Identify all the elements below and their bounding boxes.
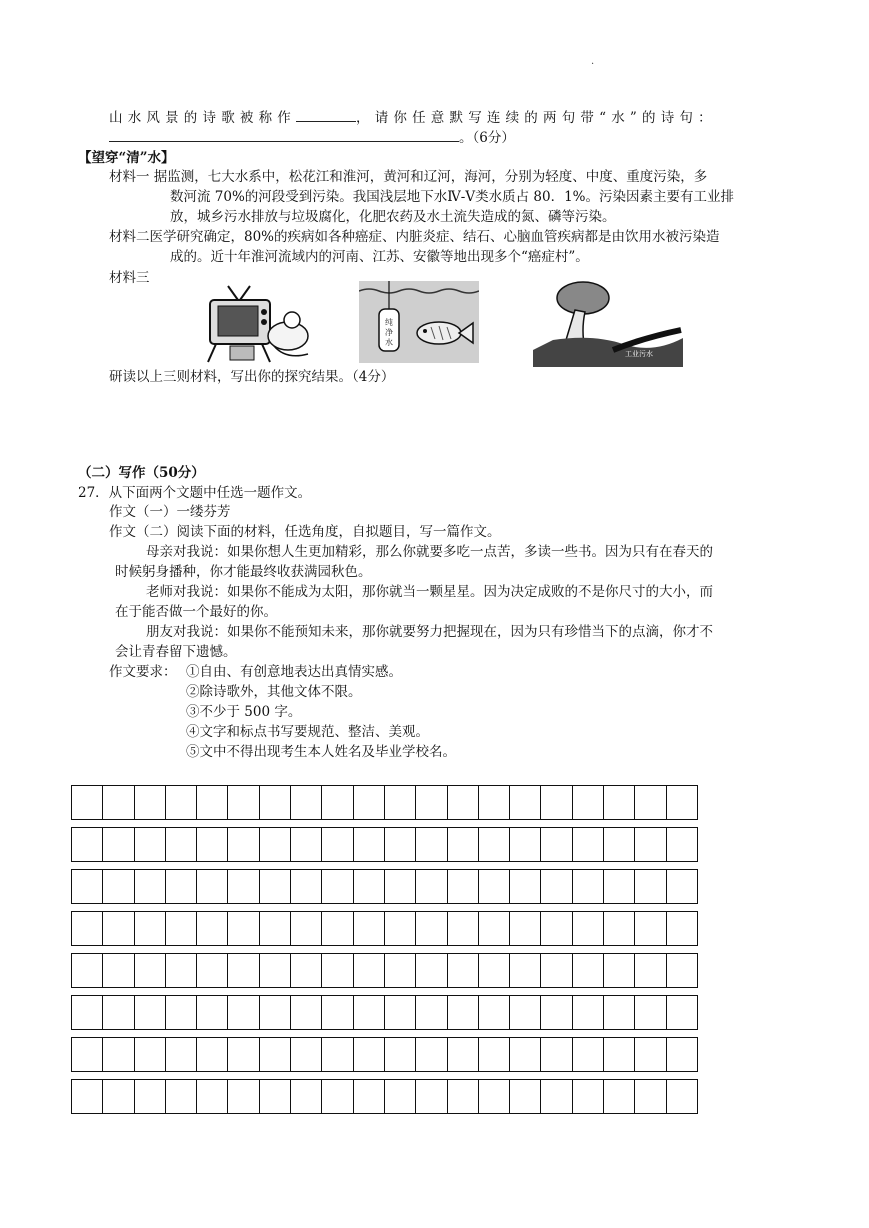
grid-cell[interactable]	[541, 1038, 572, 1071]
grid-cell[interactable]	[667, 996, 697, 1029]
grid-cell[interactable]	[260, 996, 291, 1029]
grid-cell[interactable]	[228, 786, 259, 819]
grid-cell[interactable]	[166, 996, 197, 1029]
grid-cell[interactable]	[541, 912, 572, 945]
grid-cell[interactable]	[510, 1080, 541, 1113]
grid-cell[interactable]	[448, 828, 479, 861]
grid-cell[interactable]	[291, 1038, 322, 1071]
grid-cell[interactable]	[197, 828, 228, 861]
grid-cell[interactable]	[510, 912, 541, 945]
section-water-question: 研读以上三则材料，写出你的探究结果。（4分）	[109, 369, 395, 385]
grid-cell[interactable]	[135, 912, 166, 945]
teacher-quote-line2: 在于能否做一个最好的你。	[115, 604, 277, 620]
grid-cell[interactable]	[103, 786, 134, 819]
grid-cell[interactable]	[604, 954, 635, 987]
grid-cell[interactable]	[228, 912, 259, 945]
grid-cell[interactable]	[573, 996, 604, 1029]
grid-cell[interactable]	[635, 828, 666, 861]
poem-question-prefix: 山水风景的诗歌被称作	[109, 110, 296, 126]
grid-cell[interactable]	[573, 912, 604, 945]
grid-row[interactable]	[71, 827, 698, 862]
poem-question-score: 。（6分）	[459, 130, 515, 146]
grid-cell[interactable]	[135, 870, 166, 903]
grid-cell[interactable]	[103, 912, 134, 945]
grid-cell[interactable]	[541, 954, 572, 987]
grid-cell[interactable]	[448, 1038, 479, 1071]
grid-cell[interactable]	[197, 786, 228, 819]
grid-cell[interactable]	[291, 828, 322, 861]
bottle-label-3: 水	[385, 338, 393, 347]
grid-cell[interactable]	[260, 912, 291, 945]
grid-cell[interactable]	[448, 786, 479, 819]
grid-cell[interactable]	[541, 996, 572, 1029]
grid-cell[interactable]	[197, 954, 228, 987]
grid-cell[interactable]	[135, 828, 166, 861]
grid-cell[interactable]	[667, 786, 697, 819]
grid-cell[interactable]	[667, 828, 697, 861]
grid-cell[interactable]	[667, 870, 697, 903]
grid-cell[interactable]	[479, 954, 510, 987]
grid-cell[interactable]	[448, 870, 479, 903]
grid-cell[interactable]	[103, 1080, 134, 1113]
grid-cell[interactable]	[510, 954, 541, 987]
grid-cell[interactable]	[260, 786, 291, 819]
grid-cell[interactable]	[103, 996, 134, 1029]
grid-cell[interactable]	[197, 1038, 228, 1071]
grid-cell[interactable]	[166, 954, 197, 987]
grid-cell[interactable]	[72, 1080, 103, 1113]
requirement-5: ⑤文中不得出现考生本人姓名及毕业学校名。	[186, 744, 456, 760]
grid-cell[interactable]	[604, 786, 635, 819]
poem-question-line1	[109, 106, 717, 126]
grid-cell[interactable]	[166, 828, 197, 861]
grid-cell[interactable]	[448, 996, 479, 1029]
grid-cell[interactable]	[322, 1080, 353, 1113]
section-water-heading: 【望穿“清”水】	[78, 150, 175, 166]
material2-line1: 材料二医学研究确定，80%的疾病如各种癌症、内脏炎症、结石、心脑血管疾病都是由饮用水被污染造	[109, 229, 720, 245]
material1-line1: 材料一 据监测，七大水系中，松花江和淮河，黄河和辽河，海河，分别为轻度、中度、重度污染，多	[109, 169, 708, 185]
section-writing-heading: （二）写作（50分）	[78, 465, 205, 481]
grid-cell[interactable]	[416, 954, 447, 987]
grid-cell[interactable]	[166, 1080, 197, 1113]
grid-cell[interactable]	[573, 828, 604, 861]
mother-quote-line2: 时候躬身播种，你才能最终收获满园秋色。	[115, 564, 372, 580]
grid-cell[interactable]	[103, 870, 134, 903]
grid-cell[interactable]	[166, 870, 197, 903]
poem-question-suffix: ，请你任意默写连续的两句带“水”的诗句：	[356, 110, 717, 126]
grid-cell[interactable]	[291, 912, 322, 945]
material1-line2: 数河流 70%的河段受到污染。我国浅层地下水Ⅳ-Ⅴ类水质占 80．1%。污染因素主要有工业排	[170, 189, 734, 205]
grid-cell[interactable]	[635, 912, 666, 945]
grid-cell[interactable]	[635, 1080, 666, 1113]
requirement-2: ②除诗歌外，其他文体不限。	[186, 684, 362, 700]
grid-cell[interactable]	[197, 996, 228, 1029]
material2-line2: 成的。近十年淮河流域内的河南、江苏、安徽等地出现多个“癌症村”。	[170, 249, 589, 265]
grid-cell[interactable]	[72, 1038, 103, 1071]
grid-cell[interactable]	[541, 828, 572, 861]
header-mark: .	[591, 56, 595, 67]
grid-cell[interactable]	[510, 996, 541, 1029]
grid-row[interactable]	[71, 785, 698, 820]
grid-cell[interactable]	[667, 954, 697, 987]
grid-cell[interactable]	[385, 996, 416, 1029]
tv-cartoon-image	[200, 284, 322, 364]
grid-cell[interactable]	[228, 1038, 259, 1071]
grid-cell[interactable]	[72, 912, 103, 945]
grid-cell[interactable]	[322, 1038, 353, 1071]
grid-cell[interactable]	[354, 954, 385, 987]
grid-cell[interactable]	[103, 828, 134, 861]
grid-cell[interactable]	[354, 828, 385, 861]
requirements-label: 作文要求：	[109, 664, 177, 680]
grid-cell[interactable]	[635, 954, 666, 987]
grid-cell[interactable]	[72, 786, 103, 819]
grid-cell[interactable]	[385, 1038, 416, 1071]
grid-cell[interactable]	[322, 954, 353, 987]
requirement-4: ④文字和标点书写要规范、整洁、美观。	[186, 724, 429, 740]
grid-cell[interactable]	[385, 954, 416, 987]
grid-cell[interactable]	[228, 828, 259, 861]
grid-cell[interactable]	[479, 870, 510, 903]
grid-cell[interactable]	[604, 996, 635, 1029]
grid-cell[interactable]	[635, 1038, 666, 1071]
essay-option-1: 作文（一）一缕芬芳	[109, 504, 231, 520]
grid-cell[interactable]	[260, 954, 291, 987]
bottle-label: 纯	[385, 318, 393, 327]
grid-cell[interactable]	[448, 912, 479, 945]
question-27: 27．从下面两个文题中任选一题作文。	[78, 485, 312, 501]
essay-option-2: 作文（二）阅读下面的材料，任选角度，自拟题目，写一篇作文。	[109, 524, 501, 540]
grid-cell[interactable]	[354, 786, 385, 819]
grid-cell[interactable]	[354, 1038, 385, 1071]
grid-cell[interactable]	[291, 1080, 322, 1113]
grid-cell[interactable]	[604, 1038, 635, 1071]
grid-cell[interactable]	[541, 870, 572, 903]
grid-cell[interactable]	[635, 996, 666, 1029]
poem-question-line2	[109, 126, 515, 146]
pollution-label: 工业污水	[625, 350, 653, 358]
grid-cell[interactable]	[322, 828, 353, 861]
grid-cell[interactable]	[166, 912, 197, 945]
grid-cell[interactable]	[416, 912, 447, 945]
grid-cell[interactable]	[260, 1080, 291, 1113]
grid-row[interactable]	[71, 869, 698, 904]
grid-cell[interactable]	[573, 1038, 604, 1071]
grid-cell[interactable]	[416, 1038, 447, 1071]
grid-cell[interactable]	[260, 828, 291, 861]
grid-cell[interactable]	[385, 828, 416, 861]
grid-cell[interactable]	[197, 870, 228, 903]
grid-cell[interactable]	[416, 786, 447, 819]
grid-cell[interactable]	[354, 1080, 385, 1113]
grid-row[interactable]	[71, 995, 698, 1030]
grid-cell[interactable]	[385, 786, 416, 819]
grid-cell[interactable]	[166, 786, 197, 819]
grid-cell[interactable]	[197, 912, 228, 945]
grid-row[interactable]	[71, 1037, 698, 1072]
grid-cell[interactable]	[448, 954, 479, 987]
grid-row[interactable]	[71, 1079, 698, 1114]
grid-cell[interactable]	[72, 870, 103, 903]
grid-cell[interactable]	[573, 786, 604, 819]
grid-cell[interactable]	[479, 786, 510, 819]
grid-cell[interactable]	[135, 996, 166, 1029]
grid-cell[interactable]	[541, 1080, 572, 1113]
grid-cell[interactable]	[479, 1038, 510, 1071]
grid-row[interactable]	[71, 911, 698, 946]
polluted-tree-image	[533, 280, 683, 367]
grid-cell[interactable]	[322, 870, 353, 903]
grid-cell[interactable]	[479, 912, 510, 945]
grid-cell[interactable]	[479, 828, 510, 861]
grid-cell[interactable]	[385, 1080, 416, 1113]
friend-quote-line1: 朋友对我说：如果你不能预知未来，那你就要努力把握现在，因为只有珍惜当下的点滴，你才不	[146, 624, 713, 640]
grid-cell[interactable]	[228, 1080, 259, 1113]
grid-cell[interactable]	[260, 870, 291, 903]
grid-cell[interactable]	[667, 1038, 697, 1071]
material3-label: 材料三	[109, 270, 150, 286]
grid-cell[interactable]	[291, 954, 322, 987]
grid-cell[interactable]	[322, 786, 353, 819]
material1-line3: 放，城乡污水排放与垃圾腐化，化肥农药及水土流失造成的氮、磷等污染。	[170, 209, 616, 225]
grid-cell[interactable]	[291, 786, 322, 819]
grid-cell[interactable]	[291, 870, 322, 903]
grid-cell[interactable]	[385, 870, 416, 903]
grid-cell[interactable]	[135, 1038, 166, 1071]
grid-cell[interactable]	[354, 996, 385, 1029]
grid-cell[interactable]	[322, 912, 353, 945]
answer-line[interactable]	[109, 141, 459, 142]
grid-cell[interactable]	[604, 912, 635, 945]
grid-cell[interactable]	[667, 1080, 697, 1113]
grid-cell[interactable]	[510, 870, 541, 903]
grid-cell[interactable]	[510, 1038, 541, 1071]
grid-cell[interactable]	[416, 870, 447, 903]
grid-cell[interactable]	[135, 786, 166, 819]
mother-quote-line1: 母亲对我说：如果你想人生更加精彩，那么你就要多吃一点苦，多读一些书。因为只有在春天的	[146, 544, 713, 560]
friend-quote-line2: 会让青春留下遗憾。	[115, 644, 237, 660]
grid-cell[interactable]	[479, 1080, 510, 1113]
grid-cell[interactable]	[228, 996, 259, 1029]
grid-cell[interactable]	[72, 996, 103, 1029]
grid-cell[interactable]	[416, 996, 447, 1029]
teacher-quote-line1: 老师对我说：如果你不能成为太阳，那你就当一颗星星。因为决定成败的不是你尺寸的大小，而	[146, 584, 713, 600]
grid-cell[interactable]	[354, 912, 385, 945]
grid-cell[interactable]	[635, 786, 666, 819]
grid-cell[interactable]	[573, 870, 604, 903]
grid-cell[interactable]	[72, 828, 103, 861]
grid-cell[interactable]	[667, 912, 697, 945]
requirement-3: ③不少于 500 字。	[186, 704, 302, 720]
grid-cell[interactable]	[166, 1038, 197, 1071]
bottle-label-2: 净	[385, 328, 393, 337]
grid-cell[interactable]	[103, 1038, 134, 1071]
grid-cell[interactable]	[260, 1038, 291, 1071]
grid-cell[interactable]	[291, 996, 322, 1029]
grid-cell[interactable]	[228, 870, 259, 903]
bottle-fish-image	[359, 281, 479, 363]
requirement-1: ①自由、有创意地表达出真情实感。	[186, 664, 402, 680]
grid-cell[interactable]	[416, 1080, 447, 1113]
grid-cell[interactable]	[354, 870, 385, 903]
grid-cell[interactable]	[635, 870, 666, 903]
grid-cell[interactable]	[604, 870, 635, 903]
grid-cell[interactable]	[541, 786, 572, 819]
grid-cell[interactable]	[72, 954, 103, 987]
grid-cell[interactable]	[103, 954, 134, 987]
grid-cell[interactable]	[510, 828, 541, 861]
grid-cell[interactable]	[197, 1080, 228, 1113]
grid-cell[interactable]	[322, 996, 353, 1029]
grid-cell[interactable]	[604, 828, 635, 861]
grid-cell[interactable]	[228, 954, 259, 987]
grid-cell[interactable]	[604, 1080, 635, 1113]
grid-cell[interactable]	[135, 954, 166, 987]
grid-cell[interactable]	[135, 1080, 166, 1113]
grid-cell[interactable]	[416, 828, 447, 861]
grid-cell[interactable]	[448, 1080, 479, 1113]
grid-row[interactable]	[71, 953, 698, 988]
grid-cell[interactable]	[385, 912, 416, 945]
grid-cell[interactable]	[573, 1080, 604, 1113]
grid-cell[interactable]	[510, 786, 541, 819]
grid-cell[interactable]	[573, 954, 604, 987]
grid-cell[interactable]	[479, 996, 510, 1029]
answer-blank[interactable]	[296, 121, 356, 122]
